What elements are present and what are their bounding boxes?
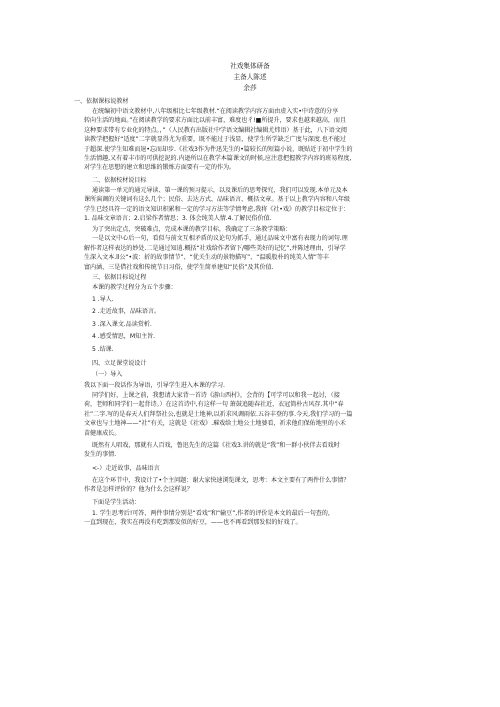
text-line: 于超深.使学生知难而退•忘而却步.《社戏3作为件迅先生的•篇较长的短篇小说，既贴近于初中学生的 bbox=[84, 145, 353, 153]
text-line: 发生的事情. bbox=[84, 451, 117, 459]
text-line: 同学们好，上课之前，我想请大家背一首诗《游山西村》，会背的【可学可以和我一起讨，（接 bbox=[92, 392, 340, 399]
text-line: 解作者这样表达的妙处.二是通过知逍.概括“社戏给作者留下/哪些美好的记忆”,并陈述理由，引导学 bbox=[84, 244, 346, 252]
section-2-strategies bbox=[84, 225, 419, 272]
section-4-sub-1-intro: 我以下面一段话作为导语，引导学生进入本课的学习. bbox=[84, 382, 225, 389]
text-line: 学生已经具符一定的语文知识积累和一定的学习方法等学情考虑,我将《社•戏》的教学目标定位于： bbox=[84, 205, 350, 213]
section-4-sub-2: <-）走近故事，品味语言 bbox=[92, 465, 160, 472]
section-3-heading: 三、依据目标说过程 bbox=[92, 274, 147, 281]
steps-list bbox=[92, 295, 427, 354]
text-line: 读教学把握好“适度”二字就显得尤为重要，既不能过于浅显，使学生所学缺乏广度与深度.也不能过 bbox=[84, 136, 346, 144]
text-line: 这种要求带有专业化的特点。，”（人民教有出版社中学语文编辑社编辑尤炜语）基于此，八下语文阅 bbox=[84, 126, 347, 134]
text-line: 在这个环节中，我设计了•个主问题：谢大家快速浏览课文，思考：本文主要有了两件什么事情？ bbox=[92, 477, 350, 484]
list-item: 5 .结课. bbox=[92, 345, 114, 353]
list-item: 2 .走近故事，品味语言。 bbox=[92, 308, 161, 316]
text-line: 社”二字.写的是春天人们拜祭社公,也就是土地神,以祈求风调雨依.五谷丰登的事.今天,我们学习的一篇 bbox=[84, 410, 353, 418]
text-line: 为了突出定点，突破难点，完成本课的教学目标，我确定了三条教学策略： bbox=[92, 226, 292, 233]
text-line: 一直到现在，我实在再没有吃到那发似的好豆，——也不再看到那发似的好戏了。 bbox=[84, 519, 302, 527]
section-1-paragraph bbox=[84, 107, 419, 173]
list-item: 1 .导人. bbox=[92, 296, 114, 303]
text-line: 1. 品味文章语言；2.启梁作者情思；3. 体会纯美人情.4.了解民俗价值. bbox=[84, 215, 272, 223]
list-item: 3 .深入课文.品读赏析. bbox=[92, 320, 152, 328]
section-4-paragraph-4 bbox=[84, 509, 419, 528]
doc-author: 余莎 bbox=[243, 84, 257, 92]
text-line: 文章也与土地神——“社”有关，这就是《社戏》.璀戏给土地公土地婆看，祈求他们保佑地里的小禾 bbox=[84, 420, 346, 428]
doc-speaker: 主备人陈述 bbox=[233, 73, 267, 81]
section-1-heading: 一、依据课标说教材 bbox=[74, 98, 129, 105]
text-line: 生活情趣,又有着丰市的可供挖泥的.内逊所以在教学本篇课文的时候,应注意把握教学内容的班易程度, bbox=[84, 155, 352, 163]
text-line: 作者是怎样评价的？他为什么会这样说？ bbox=[84, 486, 193, 494]
section-2-heading: 二、依据校材说目标 bbox=[92, 177, 147, 184]
text-line: 既然有人唱戏，那就有人百戏，鲁迅先生的这篇《社戏3.讲的就是“我”和一群小伙伴去看戏时 bbox=[92, 442, 340, 449]
section-4-paragraph-2 bbox=[84, 441, 419, 460]
text-line: 生深入文本.ll公“•波：折的故事情节”、“优关生动的景物描写”、“温暖股朴的纯美人情”等丰 bbox=[84, 254, 329, 262]
text-line: 1. 学生思考后!可答，两件事情分别是“看戏”和“输豆”,作者的评价是本文的最后一句查的， bbox=[92, 510, 334, 517]
text-line: 对学生在思想的建立和思维的锻炼方面要有一定的作为。 bbox=[84, 164, 236, 172]
text-line: 转向生活的地面。”在阅读教学的要求方面比以前丰富，难度也彳!■所提升，要求也越来越高，而且 bbox=[84, 117, 346, 125]
doc-title: 社戏集体研备 bbox=[230, 62, 270, 70]
section-4-paragraph-3 bbox=[84, 476, 419, 495]
text-line: 课所演调的关键词有这么几个；民俗、去达方式、品味语言、概括文章。基于以上教学内容和八年级 bbox=[84, 196, 350, 204]
text-line: 通读第一单元的通元导读、第一课的预习提示，以及课后的思考探究，我们可以发现.本单元及本 bbox=[92, 187, 348, 194]
text-line: 荷，老师和同学们一起背诗。）在这首诗中,有这样一句 箫鼓追随春社近，衣冠简朴古风存.其中“春 bbox=[84, 401, 344, 409]
section-4-heading: 四、立足课堂说设计 bbox=[92, 360, 147, 367]
text-line: 苗健康成长。 bbox=[84, 429, 121, 437]
section-4-activity: 下面是学生活动： bbox=[92, 499, 141, 506]
section-4-sub-1: （一）导入 bbox=[92, 371, 123, 378]
text-line: 富内涵，三是借社戏和传统节日习俗，使学生简单建知“民俗”及其价值. bbox=[84, 263, 274, 271]
text-line: 一是以文中心后一句，看似与前文互相矛盾的议论句为抓手，通过品味文中富有表现力的词句.理 bbox=[92, 235, 348, 243]
section-3-intro: 本课的教学过程分为五个步骤： bbox=[92, 284, 177, 291]
section-4-paragraph-1 bbox=[84, 391, 419, 438]
list-item: 4 .感受情思，M知主旨. bbox=[92, 333, 156, 341]
text-line: 在统编初中语文教材中,八年级相比七年级教材.“在阅读教学内容方面由虚入实•中诗意的分享 bbox=[92, 108, 339, 115]
section-2-paragraph bbox=[84, 186, 419, 224]
